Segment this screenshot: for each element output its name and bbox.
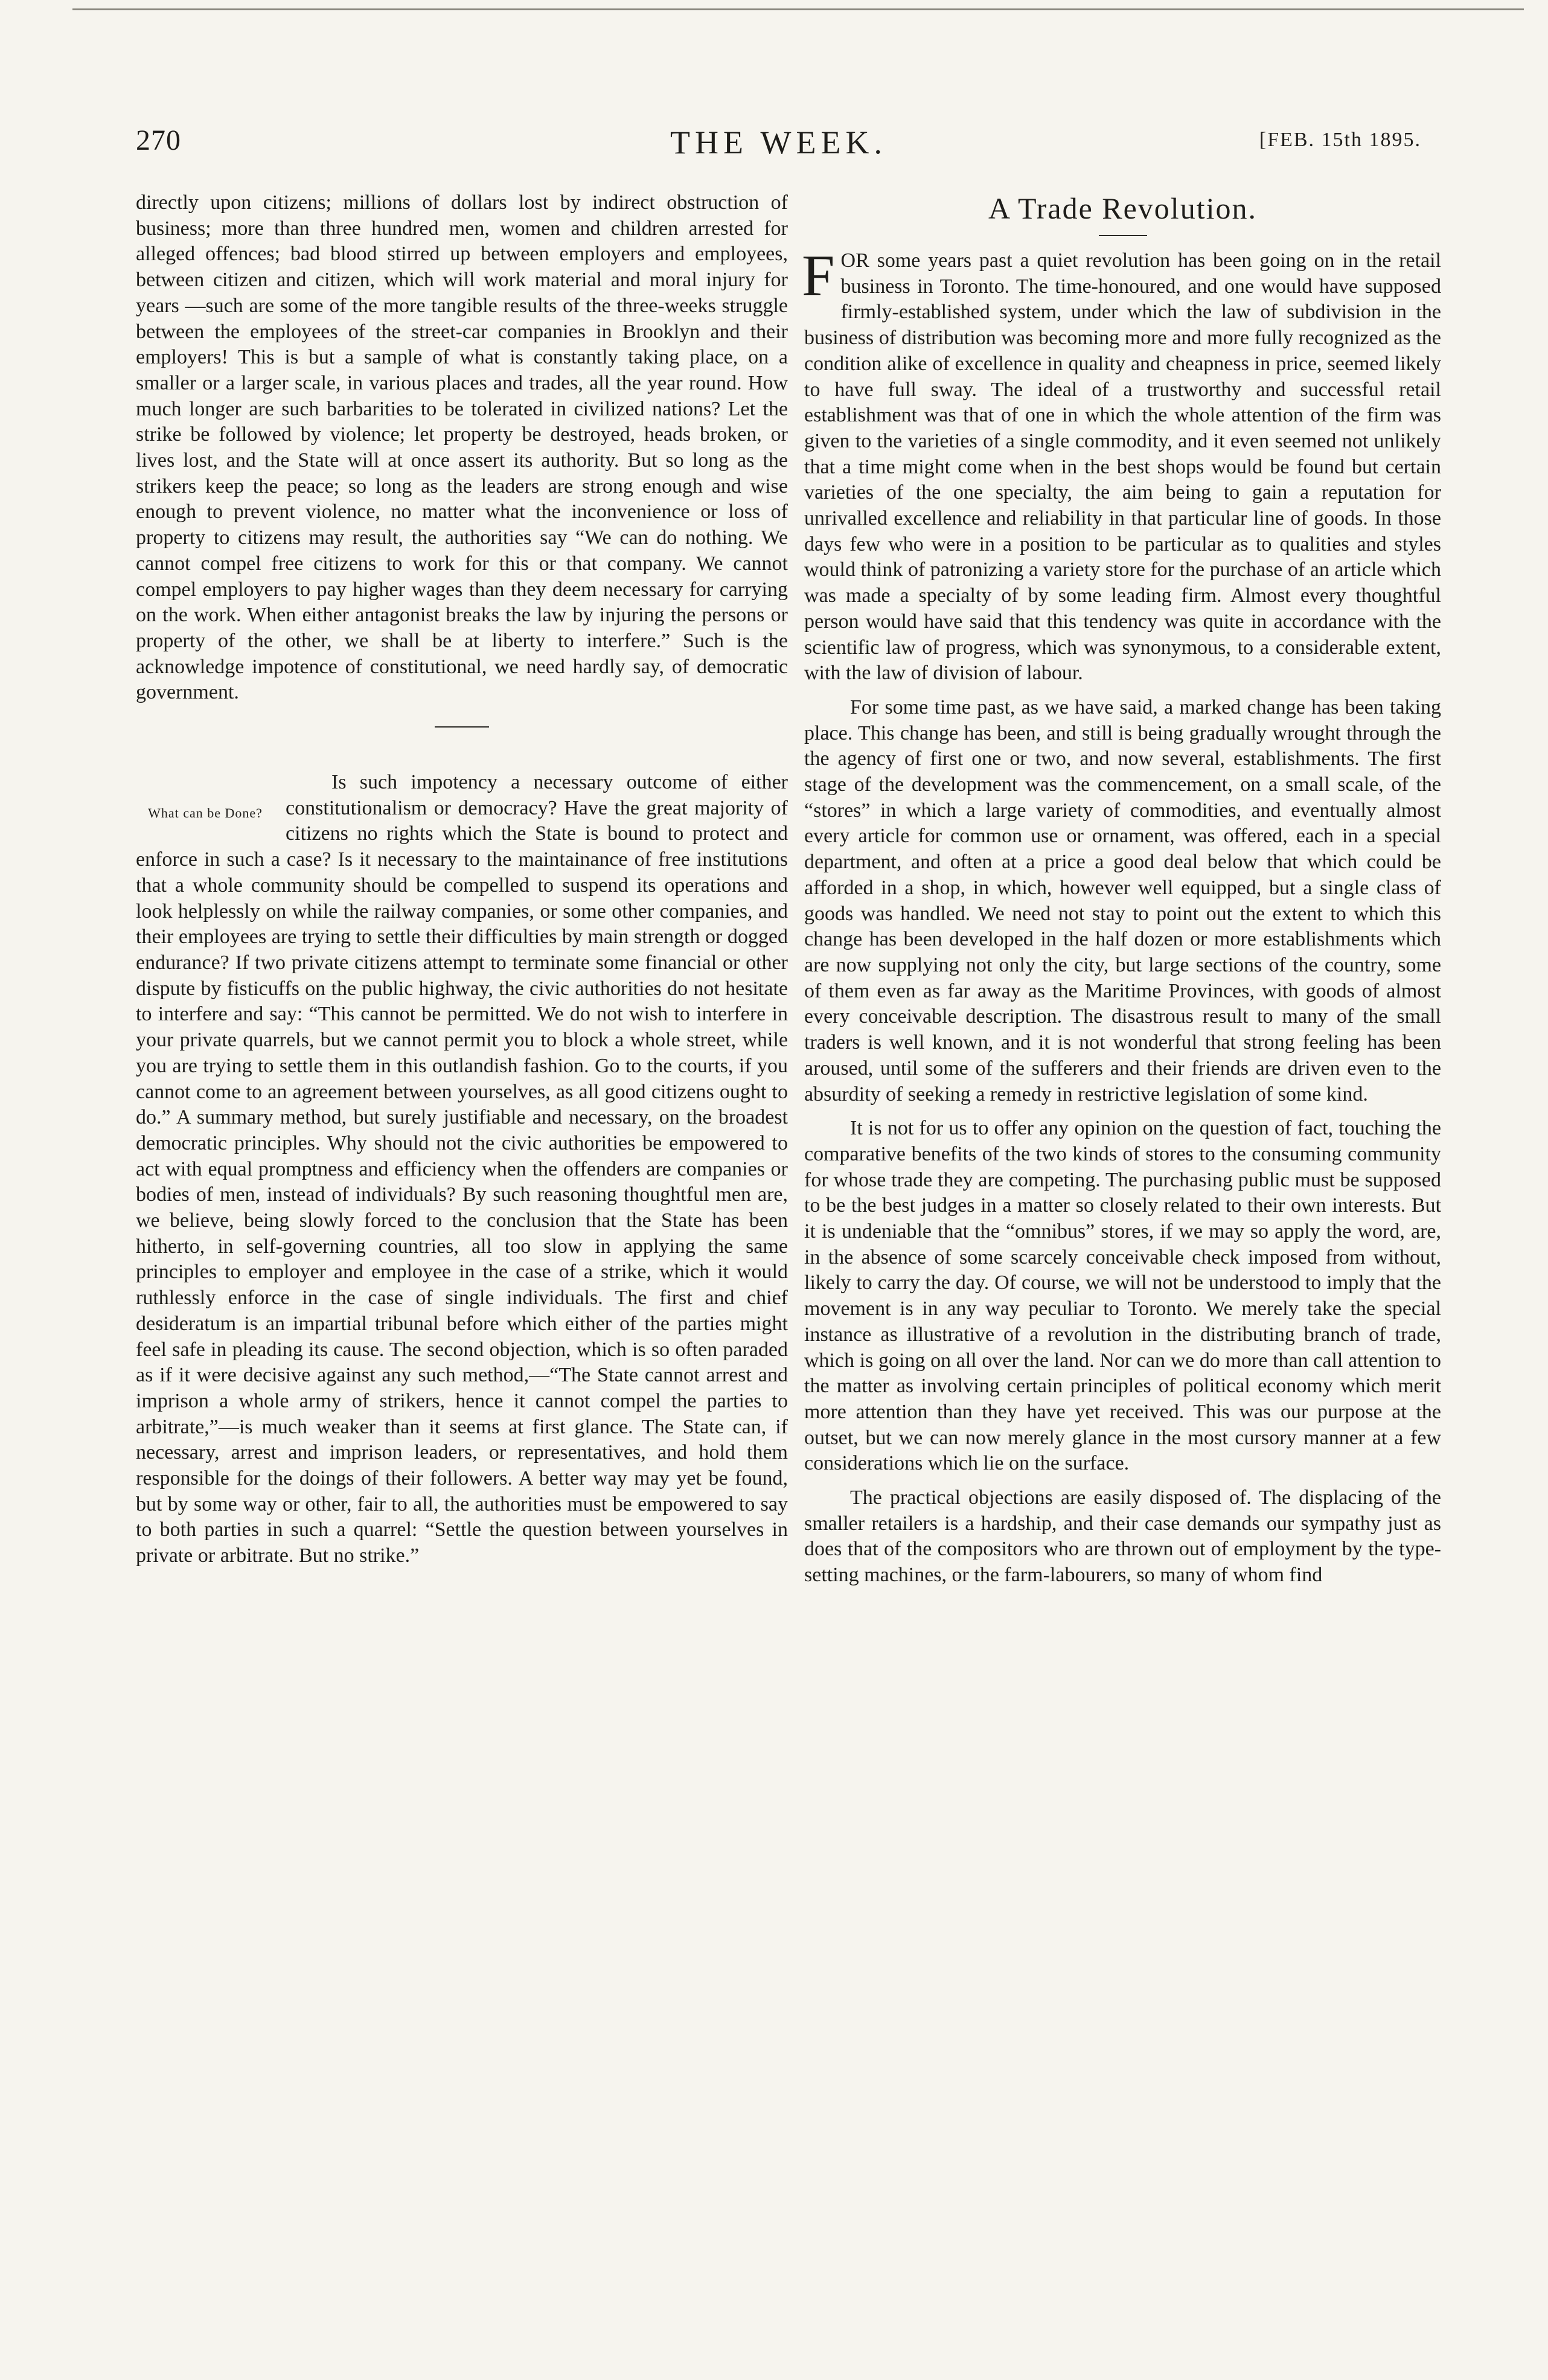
margin-note: What can be Done? [148, 805, 263, 821]
right-paragraph-3: It is not for us to offer any opinion on the question of fact, touching the comparative benefits of the two kinds of stores to the consuming community for whose trade they are competing. The purchasing public must be supposed to be the best judges in a matter so closely related to their own interests. But it is undeniable that the “omnibus” stores, if we may so apply the word, are, in the absence of some scarcely conceivable check imposed from without, likely to carry the day. Of course, we will not be understood to imply that the movement is in any way peculiar to Toronto. We merely take the special instance as illustrative of a revolution in the distributing branch of trade, which is going on all over the land. Nor can we do more than call attention to the matter as involving certain principles of political economy which merit more attention than they have yet received. This was our purpose at the outset, but we can now merely glance in the most cursory manner at a few considerations which lie on the surface. [804, 1117, 1441, 1475]
right-paragraph-1-text: OR some years past a quiet revolution has been going on in the retail business in Toronto. The time-honoured, and one would have supposed firmly-established system, under which the law of subdivision in the business of distribution was becoming more and more fully recognized as the condition alike of excellence in quality and cheapness in price, seemed likely to have full sway. The ideal of a trustworthy and successful retail establishment was that of one in which the whole attention of the firm was given to the varieties of a single commodity, and it even seemed not unlikely that a time might come when in the best shops would be found but certain varieties of the one specialty, the aim being to gain a reputation for unrivalled excellence and reliability in that particular line of goods. In those days few who were in a position to be particular as to qualities and styles would think of patronizing a variety store for the purchase of an article which was made a specialty of by some leading firm. Almost every thoughtful person would have said that this tendency was quite in accordance with the scientific law of progress, which was synonymous, to a considerable extent, with the law of division of labour. [804, 249, 1441, 685]
journal-title: THE WEEK. [670, 124, 887, 161]
right-paragraph-1 [802, 243, 1441, 686]
page-header [136, 124, 1421, 172]
drop-cap: F [802, 243, 835, 309]
left-paragraph-1: directly upon citizens; millions of dollars lost by indirect obstruction of business; more than three hundred men, women and children arrested for alleged offences; bad blood stirred up between employers and employees, between citizen and citizen, which will work material and moral injury for years —such are some of the more tangible results of the three-weeks struggle between the employees of the street-car companies in Brooklyn and their employers! This is but a sample of what is constantly taking place, on a smaller or a larger scale, in various places and trades, all the year round. How much longer are such barbarities to be tolerated in civilized nations? Let the strike be followed by violence; let property be destroyed, heads broken, or lives lost, and the State will at once assert its authority. But so long as the strikers keep the peace; so long as the leaders are strong enough and wise enough to prevent violence, no matter what the inconvenience or loss of property to citizens may result, the authorities say “We can do nothing. We cannot compel free citizens to work for this or that company. We cannot compel employers to pay higher wages than they deem necessary for carrying on the work. When either antagonist breaks the law by injuring the persons or property of the other, we shall be at liberty to interfere.” Such is the acknowledge impotence of constitutional, we need hardly say, of democratic government. [136, 191, 788, 704]
title-divider [1099, 235, 1147, 236]
what-can-be-done-section [136, 770, 788, 1569]
issue-date: [FEB. 15th 1895. [1259, 129, 1421, 151]
right-paragraph-4: The practical objections are easily disposed of. The displacing of the smaller retailers is a hardship, and their case demands our sympathy just as does that of the compositors who are thrown out of employment by the type-setting machines, or the farm-labourers, so many of whom find [804, 1486, 1441, 1587]
left-paragraph-2: Is such impotency a necessary outcome of either constitutionalism or democracy? Have the great majority of citizens no rights which the State is bound to protect and enforce in such a case? Is it necessary to the maintainance of free institutions that a whole community should be compelled to suspend its operations and look helplessly on while the railway companies, or some other companies, and their employees are trying to settle their difficulties by main strength or dogged endurance? If two private citizens attempt to terminate some financial or other dispute by fisticuffs on the public highway, the civic authorities do not hesitate to interfere and say: “This cannot be permitted. We do not wish to interfere in your private quarrels, but we cannot permit you to block a whole street, while you are trying to settle them in this outlandish fashion. Go to the courts, if you cannot come to an agreement between yourselves, as all good citizens ought to do.” A summary method, but surely justifiable and necessary, on the broadest democratic principles. Why should not the civic authorities be empowered to act with equal promptness and efficiency when the offenders are companies or bodies of men, instead of individuals? By such reasoning thoughtful men are, we believe, being slowly forced to the conclusion that the State has been hitherto, in self-governing countries, all too slow in applying the same principles to employer and employee in the case of a strike, which it would ruthlessly enforce in the case of single individuals. The first and chief desideratum is an impartial tribunal before which either of the parties might feel safe in pleading its cause. The second objection, which is so often paraded as if it were decisive against any such method,—“The State cannot arrest and imprison a whole army of strikers, hence it cannot compel the parties to arbitrate,”—is much weaker than it seems at first glance. The State can, if necessary, arrest and imprison leaders, or representatives, and hold them responsible for the doings of their followers. A better way may yet be found, but by some way or other, fair to all, the authorities must be empowered to say to both parties in such a quarrel: “Settle the question between yourselves in private or arbitrate. But no strike.” [136, 771, 788, 1567]
right-paragraph-2: For some time past, as we have said, a marked change has been taking place. This change has been, and still is being gradually wrought through the the agency of first one or two, and now several, establishments. The first stage of the development was the commencement, on a small scale, of the “stores” in which a large variety of commodities, and eventually almost every article for common use or ornament, was offered, each in a special department, and often at a price a good deal below that which could be afforded in a shop, in which, however well equipped, but a single class of goods was handled. We need not stay to point out the extent to which this change has been developed in the half dozen or more establishments which are now supplying not only the city, but large sections of the country, some of them even as far away as the Maritime Provinces, with goods of almost every conceivable description. The disastrous result to many of the small traders is well known, and it is not wonderful that strong feeling has been aroused, until some of the sufferers and their friends are driven even to the absurdity of seeking a remedy in restrictive legislation of some kind. [804, 696, 1441, 1105]
left-column [136, 190, 788, 1569]
article-title: A Trade Revolution. [988, 191, 1257, 225]
right-column [804, 190, 1441, 1588]
top-border-rule [72, 8, 1524, 10]
section-divider [435, 726, 489, 728]
page-number: 270 [136, 124, 181, 156]
